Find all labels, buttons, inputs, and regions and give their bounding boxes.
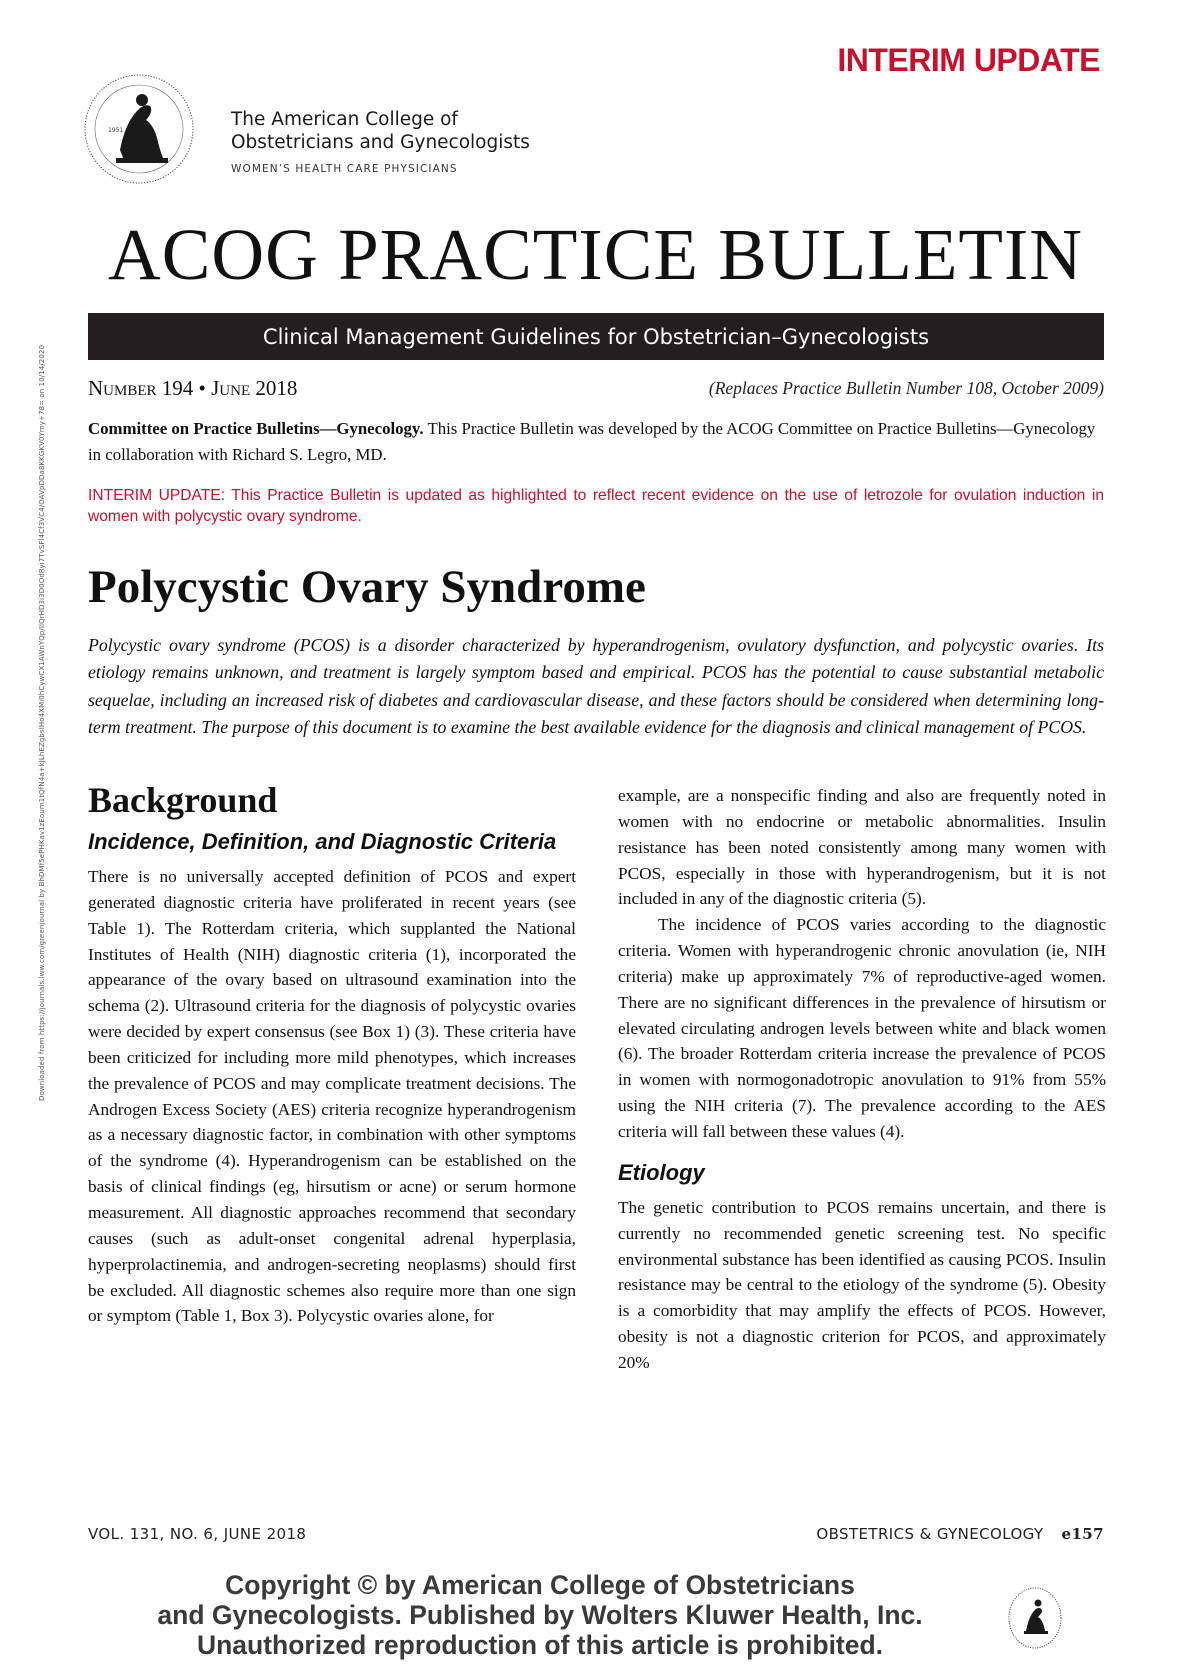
incidence-paragraph-2: The incidence of PCOS varies according to the diagnostic criteria. Women with hyperandrogenic chronic anovulation (ie, NIH criteria) make up approximately 7% of reproductive-aged women. There are no significant differences in the prevalence of hirsutism or elevated circulating androgen levels between white and black women (6). The broader Rotterdam criteria increase the prevalence of PCOS in women with normogonadotropic anovulation to 91% from 55% using the NIH criteria (7). The prevalence according to the AES criteria will fall between these values (4). [618,915,1106,1141]
bulletin-number-line [88,376,297,401]
bullet: • [198,376,206,400]
footer-volume: VOL. 131, NO. 6, JUNE 2018 [88,1525,307,1543]
committee-text: This Practice Bulletin was developed by the ACOG Committee on Practice Bulletins—Gynecology in collaboration with Richard S. Legro, MD. [88,419,1096,464]
etiology-paragraph-1: The genetic contribution to PCOS remains uncertain, and there is currently no recommended genetic screening test. No specific environmental substance has been identified as causing PCOS. Insulin resistance may be central to the etiology of the syndrome (5). Obesity is a comorbidity that may amplify the effects of PCOS. However, obesity is not a diagnostic criterion for PCOS, and approximately 20% [618,1197,1106,1372]
footer-journal [816,1525,1104,1543]
incidence-paragraph-1: There is no universally accepted definition of PCOS and expert generated diagnostic criteria have proliferated in recent years (see Table 1). The Rotterdam criteria, which supplanted the National Institutes of Health (NIH) diagnostic criteria (1), incorporated the appearance of the ovary based on ultrasound examination into the schema (2). Ultrasound criteria for the diagnosis of polycystic ovaries were decided by expert consensus (see Box 1) (3). These criteria have been criticized for including more mild phenotypes, which increases the prevalence of PCOS and may complicate treatment decisions. The Androgen Excess Society (AES) criteria recognize hyperandrogenism as a necessary diagnostic factor, in combination with other symptoms of the syndrome (4). Hyperandrogenism can be established on the basis of clinical findings (eg, hirsutism or acne) or serum hormone measurement. All diagnostic approaches recommend that secondary causes (such as adult-onset congenital adrenal hyperplasia, hyperprolactinemia, and androgen-secreting neoplasms) should first be excluded. All diagnostic schemes also require more than one sign or symptom (Table 1, Box 3). Polycystic ovaries alone, for [88,867,576,1326]
interim-update-tag: INTERIM UPDATE [837,42,1100,78]
journal-name: OBSTETRICS & GYNECOLOGY [816,1525,1044,1543]
svg-text:1951: 1951 [108,127,124,134]
etiology-heading: Etiology [618,1159,705,1185]
copyright-line-3: Unauthorized reproduction of this article is prohibited. [196,1630,884,1660]
abstract: Polycystic ovary syndrome (PCOS) is a disorder characterized by hyperandrogenism, ovulatory dysfunction, and polycystic ovaries. Its etiology remains unknown, and treatment is largely symptom based and empirical. PCOS has the potential to cause substantial metabolic sequelae, including an increased risk of diabetes and cardiovascular disease, and these factors should be considered when determining long-term treatment. The purpose of this document is to examine the best available evidence for the diagnosis and clinical management of PCOS. [88,635,1104,737]
copyright-line-2: and Gynecologists. Published by Wolters Kluwer Health, Inc. [157,1600,923,1630]
copyright-line-1: Copyright © by American College of Obstetricians [225,1570,855,1600]
year: 2018 [255,376,298,400]
page-number: e157 [1061,1525,1104,1543]
organization-name [231,108,530,154]
right-column [618,783,1106,1376]
committee-statement [88,416,1104,468]
committee-name: Committee on Practice Bulletins—Gynecology. [88,419,424,438]
acog-seal-logo [80,70,198,188]
incidence-heading: Incidence, Definition, and Diagnostic Criteria [88,829,557,854]
acog-mini-seal-icon [1006,1585,1064,1651]
org-name-line-1: The American College of [231,109,458,130]
interim-update-note: INTERIM UPDATE: This Practice Bulletin is updated as highlighted to reflect recent evidence on the use of letrozole for ovulation induction in women with polycystic ovary syndrome. [88,487,1104,525]
left-column [88,780,576,1329]
background-heading: Background [88,780,278,820]
banner [88,313,1104,360]
banner-text: Clinical Management Guidelines for Obstetrician–Gynecologists [262,324,930,349]
number-value: 194 [161,376,194,400]
bulletin-title: ACOG PRACTICE BULLETIN [108,214,1084,295]
org-name-line-2: Obstetricians and Gynecologists [231,132,530,153]
month-label: June [211,376,251,400]
copyright-notice [110,1570,970,1660]
organization-subtitle: WOMEN’S HEALTH CARE PHYSICIANS [231,163,458,175]
replaces-note: (Replaces Practice Bulletin Number 108, October 2009) [708,378,1104,398]
incidence-paragraph-1-continued: example, are a nonspecific finding and also are frequently noted in women with no endocrine or metabolic abnormalities. Insulin resistance has been noted consistently among many women with PCOS, especially in those with hyperandrogenism, but it is not included in any of the diagnostic criteria (5). [618,786,1106,909]
download-stamp: Downloaded from https://journals.lww.com/greenjournal by BhDMf5ePHKav1zEoum1tQfN4a+kJLhEZgbsIHo4XMi0hCywCX1AWnYQp/IlQrHD3i3D0OdRyi7TvSFl4Cf3VC4/OAVpDDa8KKGKV0Ymy+78= on 10/14/2020 [38,345,46,1102]
article-title: Polycystic Ovary Syndrome [88,561,646,613]
number-label: Number [88,376,157,400]
